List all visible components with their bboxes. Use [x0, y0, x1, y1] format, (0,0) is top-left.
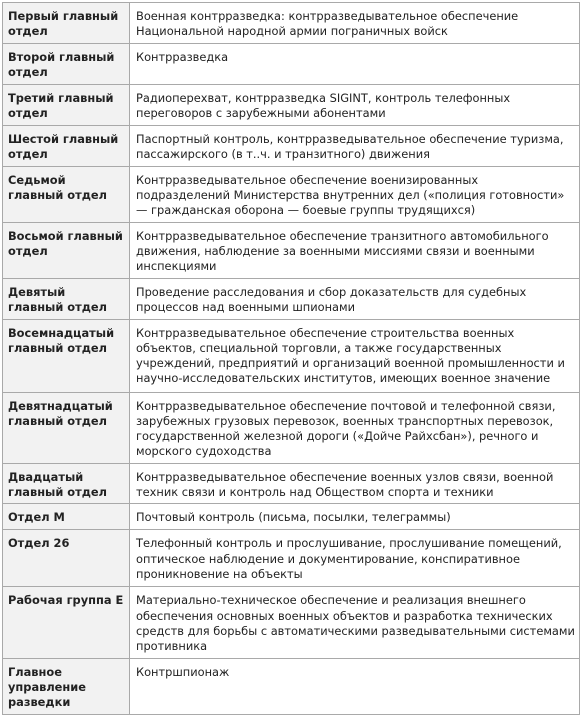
table-row	[3, 504, 580, 530]
unit-name-cell: Шестой главный отдел	[3, 125, 130, 166]
unit-name-cell: Главное управление разведки	[3, 658, 130, 714]
unit-name-cell: Восемнадцатый главный отдел	[3, 319, 130, 392]
unit-description-cell: Контрразведывательное обеспечение строительства военных объектов, специальной торговли, а также государственных учреждений, предприятий и организаций военной промышленности и научно-исследовательских институтов, имеющих военное значение	[130, 319, 580, 392]
unit-name-cell: Седьмой главный отдел	[3, 166, 130, 222]
table-row	[3, 658, 580, 714]
unit-description-cell: Материально-техническое обеспечение и реализация внешнего обеспечения основных военных объектов и разработка технических средств для борьбы с автоматическими разведывательными системами противника	[130, 587, 580, 658]
unit-name-cell: Девятый главный отдел	[3, 278, 130, 319]
unit-description-cell: Телефонный контроль и прослушивание, прослушивание помещений, оптическое наблюдение и документирование, конспиративное проникновение на объекты	[130, 530, 580, 587]
unit-name-cell: Отдел 26	[3, 530, 130, 587]
table-row	[3, 85, 580, 126]
table-row	[3, 125, 580, 166]
unit-description-cell: Радиоперехват, контрразведка SIGINT, контроль телефонных переговоров с зарубежными абонентами	[130, 85, 580, 126]
table-row	[3, 392, 580, 463]
table-row	[3, 587, 580, 658]
unit-description-cell: Контрразведка	[130, 44, 580, 85]
unit-description-cell: Контрразведывательное обеспечение почтовой и телефонной связи, зарубежных грузовых перевозок, военных транспортных перевозок, государственной железной дороги («Дойче Райхсбан»), речного и морского судоходства	[130, 392, 580, 463]
table-row	[3, 463, 580, 504]
unit-name-cell: Рабочая группа Е	[3, 587, 130, 658]
table-row	[3, 278, 580, 319]
unit-description-cell: Военная контрразведка: контрразведывательное обеспечение Национальной народной армии пограничных войск	[130, 3, 580, 44]
units-table	[2, 2, 580, 715]
unit-name-cell: Первый главный отдел	[3, 3, 130, 44]
table-row	[3, 3, 580, 44]
table-row	[3, 166, 580, 222]
table-row	[3, 319, 580, 392]
unit-description-cell: Контрразведывательное обеспечение транзитного автомобильного движения, наблюдение за военными миссиями связи и военными инспекциями	[130, 222, 580, 278]
unit-name-cell: Третий главный отдел	[3, 85, 130, 126]
unit-description-cell: Контрразведывательное обеспечение военизированных подразделений Министерства внутренних дел («полиция готовности» — гражданская оборона — боевые группы трудящихся)	[130, 166, 580, 222]
unit-description-cell: Проведение расследования и сбор доказательств для судебных процессов над военными шпионами	[130, 278, 580, 319]
table-row	[3, 222, 580, 278]
table-row	[3, 44, 580, 85]
unit-name-cell: Девятнадцатый главный отдел	[3, 392, 130, 463]
unit-name-cell: Двадцатый главный отдел	[3, 463, 130, 504]
unit-name-cell: Отдел М	[3, 504, 130, 530]
unit-description-cell: Контршпионаж	[130, 658, 580, 714]
unit-name-cell: Второй главный отдел	[3, 44, 130, 85]
unit-name-cell: Восьмой главный отдел	[3, 222, 130, 278]
unit-description-cell: Контрразведывательное обеспечение военных узлов связи, военной техник связи и контроль над Обществом спорта и техники	[130, 463, 580, 504]
unit-description-cell: Почтовый контроль (письма, посылки, телеграммы)	[130, 504, 580, 530]
table-row	[3, 530, 580, 587]
unit-description-cell: Паспортный контроль, контрразведывательное обеспечение туризма, пассажирского (в т..ч. и транзитного) движения	[130, 125, 580, 166]
